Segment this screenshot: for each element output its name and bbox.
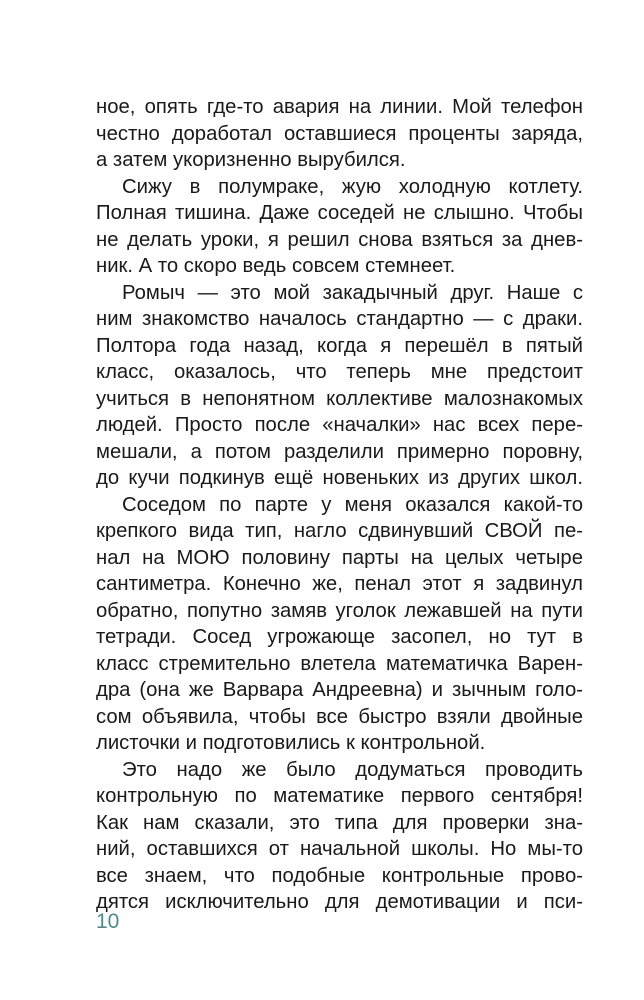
- text-line: Это надо же было додуматься проводить: [122, 758, 583, 781]
- text-line: дятся исключительно для демотивации и пси-: [96, 891, 583, 913]
- body-text: [96, 94, 583, 916]
- text-line: мешали, а потом разделили примерно поровну,: [96, 440, 583, 463]
- text-line: нал на МОЮ половину парты на целых четыре: [96, 546, 583, 569]
- text-line: ний, оставшихся от начальной школы. Но мы-то: [96, 838, 583, 860]
- text-line: Сижу в полумраке, жую холодную котлету.: [122, 175, 583, 198]
- text-line: сантиметра. Конечно же, пенал этот я задвинул: [96, 573, 583, 595]
- text-line: честно доработал оставшиеся проценты заряда,: [96, 122, 583, 145]
- text-line: учиться в непонятном коллективе малознакомых: [96, 387, 583, 410]
- page-number: 10: [96, 910, 120, 933]
- text-line: до кучи подкинув ещё новеньких из других школ.: [96, 467, 583, 489]
- text-line: класс стремительно влетела математичка Варен-: [96, 652, 583, 675]
- text-line: ное, опять где-то авария на линии. Мой телефон: [96, 96, 583, 118]
- text-line: сом объявила, чтобы все быстро взяли двойные: [96, 705, 583, 728]
- text-line: ним знакомство началось стандартно — с драки.: [96, 308, 583, 330]
- text-line: контрольную по математике первого сентября!: [96, 785, 583, 807]
- text-line: дра (она же Варвара Андреевна) и зычным голо-: [96, 679, 583, 701]
- text-line: Ромыч — это мой закадычный друг. Наше с: [122, 281, 583, 304]
- text-line: листочки и подготовились к контрольной.: [96, 732, 486, 754]
- text-line: класс, оказалось, что теперь мне предстоит: [96, 361, 583, 383]
- text-line: обратно, попутно замяв уголок лежавшей на пути: [96, 599, 583, 622]
- text-line: не делать уроки, я решил снова взяться за днев-: [96, 228, 583, 251]
- text-line: Соседом по парте у меня оказался какой-то: [122, 493, 583, 516]
- text-line: ник. А то скоро ведь совсем стемнеет.: [96, 255, 456, 277]
- text-line: все знаем, что подобные контрольные прово-: [96, 864, 583, 887]
- text-line: крепкого вида тип, нагло сдвинувший СВОЙ пе-: [96, 520, 583, 542]
- text-line: Полтора года назад, когда я перешёл в пятый: [96, 334, 583, 357]
- text-line: Как нам сказали, это типа для проверки зна-: [96, 811, 583, 834]
- text-line: Полная тишина. Даже соседей не слышно. Чтобы: [96, 202, 583, 224]
- text-line: тетради. Сосед угрожающе засопел, но тут в: [96, 626, 583, 648]
- text-line: людей. Просто после «началки» нас всех пере-: [96, 414, 583, 436]
- text-line: а затем укоризненно вырубился.: [96, 149, 406, 171]
